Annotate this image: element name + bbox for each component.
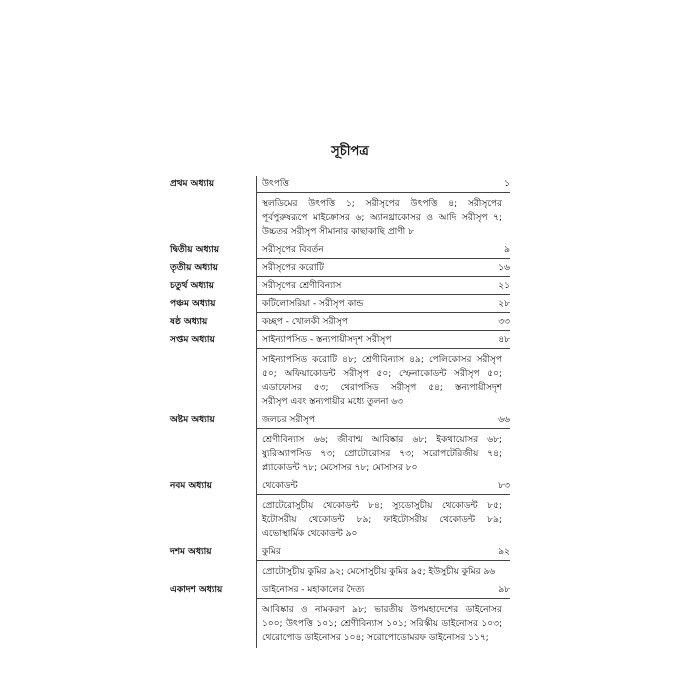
chapter-page: ৯ xyxy=(504,245,510,255)
chapter-title: কুমির xyxy=(262,547,281,557)
chapter-detail-line: আবিষ্কার ও নামকরণ ৯৮; ভারতীয় উপমহাদেশের ডাইনোসর xyxy=(262,605,502,615)
chapter-detail-line: সরীসৃপ এবং স্তন্যপায়ীর মধ্যে তুলনা ৬৩ xyxy=(262,397,403,407)
chapter-page: ৯৮ xyxy=(498,585,510,595)
chapter-label: চতুর্থ অধ্যায় xyxy=(170,281,214,291)
chapter-page: ২১ xyxy=(498,281,510,291)
divider xyxy=(256,560,510,561)
chapter-detail-line: প্ল্যাকোডন্ট ৭৮; মেসোসর ৭৮; মোসাসর ৮০ xyxy=(262,463,418,473)
chapter-detail-line: এডাফোসর ৫৩; থেরাপসিড সরীসৃপ ৫৪; স্তন্যপায়ীসদৃশ xyxy=(262,383,502,393)
chapter-detail-line: ৫০; অফিয়াকোডন্ট সরীসৃপ ৫০; স্ফেনাকোডন্ট সরীসৃপ ৫০; xyxy=(262,369,502,379)
chapter-title: জলচর সরীসৃপ xyxy=(262,415,315,425)
chapter-detail-line: উচ্চতর সরীসৃপ সীমানার কাছাকাছি প্রাণী ৮ xyxy=(262,227,414,237)
divider xyxy=(256,294,510,295)
chapter-page: ১৬ xyxy=(498,263,510,273)
chapter-detail-line: প্রোটোসুচীয় কুমির ৯২; মেসোসুচীয় কুমির ৯৫; ইউসুচীয় কুমির ৯৬ xyxy=(262,567,496,577)
chapter-page: ১ xyxy=(504,179,510,189)
chapter-detail-line: স্থলডিমের উৎপত্তি ১; সরীসৃপের উৎপত্তি ৪; সরীসৃপের xyxy=(262,199,502,209)
chapter-title: সরীসৃপের করোটি xyxy=(262,263,324,273)
divider xyxy=(256,598,510,599)
chapter-page: ৪৮ xyxy=(498,335,510,345)
chapter-title: থেকোডন্ট xyxy=(262,481,298,491)
column-rule xyxy=(256,176,257,648)
chapter-label: নবম অধ্যায় xyxy=(170,481,212,491)
chapter-detail-line: এভোস্থার্মিক থেকোডন্ট ৯০ xyxy=(262,529,358,539)
chapter-page: ৬৬ xyxy=(498,415,510,425)
divider xyxy=(256,192,510,193)
chapter-page: ৮৩ xyxy=(498,481,510,491)
chapter-page: ৯২ xyxy=(498,547,510,557)
chapter-title: সাইন্যাপসিড - স্তন্যপায়ীসদৃশ সরীসৃপ xyxy=(262,335,392,345)
chapter-detail-line: ১০০; উৎপত্তি ১০১; শ্রেণীবিন্যাস ১০১; সরিস্কীয় ডাইনোসর ১০৩; xyxy=(262,619,502,629)
chapter-label: সপ্তম অধ্যায় xyxy=(170,335,215,345)
chapter-detail-line: ইটোসরীয় থেকোডন্ট ৮৯; ফাইটোসরীয় থেকোডন্ট ৮৯; xyxy=(262,515,502,525)
chapter-detail-line: থেরোপোড ডাইনোসর ১০৪; সরোপোডোমরফ ডাইনোসর ১১৭; xyxy=(262,633,489,643)
chapter-label: অষ্টম অধ্যায় xyxy=(170,415,215,425)
chapter-label: প্রথম অধ্যায় xyxy=(170,179,215,189)
chapter-label: পঞ্চম অধ্যায় xyxy=(170,299,216,309)
divider xyxy=(256,276,510,277)
chapter-detail-line: পূর্বপুরুষরূপে মাইক্রোসর ৬; অ্যানথ্রাকোসর ও আদি সরীসৃপ ৭; xyxy=(262,213,502,223)
page-title: সূচীপত্র xyxy=(331,144,369,159)
divider xyxy=(256,428,510,429)
chapter-label: একাদশ অধ্যায় xyxy=(170,585,223,595)
chapter-page: ২৮ xyxy=(498,299,510,309)
chapter-label: দশম অধ্যায় xyxy=(170,547,212,557)
divider xyxy=(256,258,510,259)
chapter-detail-line: প্রোটেরোসুচীয় থেকোডন্ট ৮৪; স্যুডোসুচীয় থেকোডন্ট ৮৫; xyxy=(262,501,502,511)
divider xyxy=(256,330,510,331)
chapter-page: ৩৩ xyxy=(498,317,510,327)
chapter-title: সরীসৃপের শ্রেণীবিন্যাস xyxy=(262,281,342,291)
chapter-title: কচ্ছপ - খোলকী সরীসৃপ xyxy=(262,317,349,327)
chapter-detail-line: শ্রেণীবিন্যাস ৬৬; জীবাশ্ম আবিষ্কার ৬৮; ইকথায়োসর ৬৮; xyxy=(262,435,502,445)
chapter-title: কটিলোসরিয়া - সরীসৃপ কান্ড xyxy=(262,299,364,309)
chapter-detail-line: সাইন্যাপসিড করোটি ৪৮; শ্রেণীবিন্যাস ৪৯; পেলিকোসর সরীসৃপ xyxy=(262,355,502,365)
chapter-title: সরীসৃপের বিবর্তন xyxy=(262,245,324,255)
chapter-title: উৎপত্তি xyxy=(262,179,289,189)
divider xyxy=(256,348,510,349)
chapter-detail-line: ষ্যুরিঅ্যাপসিড ৭৩; প্রোটোরোসর ৭৩; সরোপটেরিজীয় ৭৪; xyxy=(262,449,502,459)
chapter-label: দ্বিতীয় অধ্যায় xyxy=(170,245,220,255)
divider xyxy=(256,312,510,313)
divider xyxy=(256,494,510,495)
chapter-label: তৃতীয় অধ্যায় xyxy=(170,263,218,273)
chapter-label: ষষ্ঠ অধ্যায় xyxy=(170,317,208,327)
chapter-title: ডাইনোসর - মহাকালের দৈত্য xyxy=(262,585,365,595)
